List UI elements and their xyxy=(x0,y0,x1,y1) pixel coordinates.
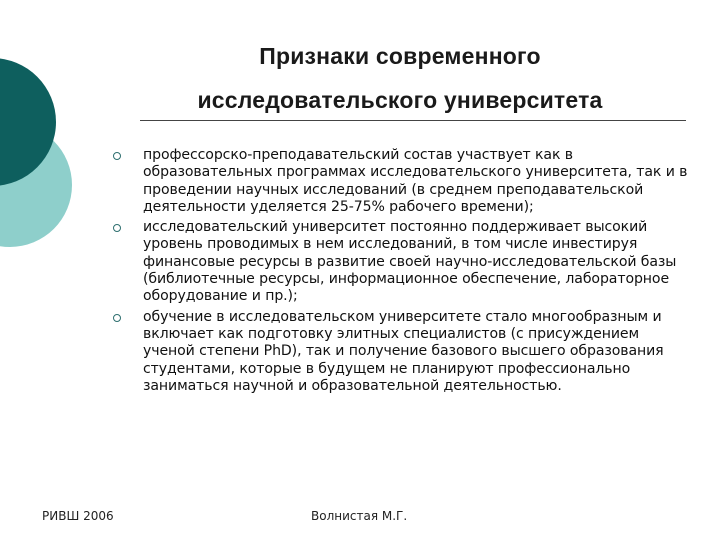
bullet-circle-icon xyxy=(113,152,121,160)
title-line-2: исследовательского университета xyxy=(197,87,603,113)
slide-title xyxy=(150,34,650,122)
bullet-text: профессорско-преподавательский состав участвует как в образовательных программах исследовательского университета, так и в проведении научных исследований (в среднем преподавательской деятельности уделяется 25-75% рабочего времени); xyxy=(143,147,688,215)
bullet-item xyxy=(113,309,688,395)
bullet-circle-icon xyxy=(113,314,121,322)
bullet-item xyxy=(113,219,688,305)
bullet-item xyxy=(113,147,688,216)
decorative-circles xyxy=(0,0,120,300)
bullet-list xyxy=(113,147,688,398)
title-divider xyxy=(140,120,686,121)
footer-organization: РИВШ 2006 xyxy=(42,509,114,523)
bullet-text: исследовательский университет постоянно поддерживает высокий уровень проводимых в нем исследований, в том числе инвестируя финансовые ресурсы в развитие своей научно-исследовательской базы (библиотечные ресурсы, информационное обеспечение, лабораторное оборудование и пр.); xyxy=(143,219,677,305)
bullet-circle-icon xyxy=(113,224,121,232)
title-line-1: Признаки современного xyxy=(259,43,541,69)
footer-author: Волнистая М.Г. xyxy=(311,509,408,523)
bullet-text: обучение в исследовательском университете стало многообразным и включает как подготовку элитных специалистов (с присуждением ученой степени PhD), так и получение базового высшего образования студентами, которые в будущем не планируют профессионально заниматься научной и образовательной деятельностью. xyxy=(143,308,664,394)
